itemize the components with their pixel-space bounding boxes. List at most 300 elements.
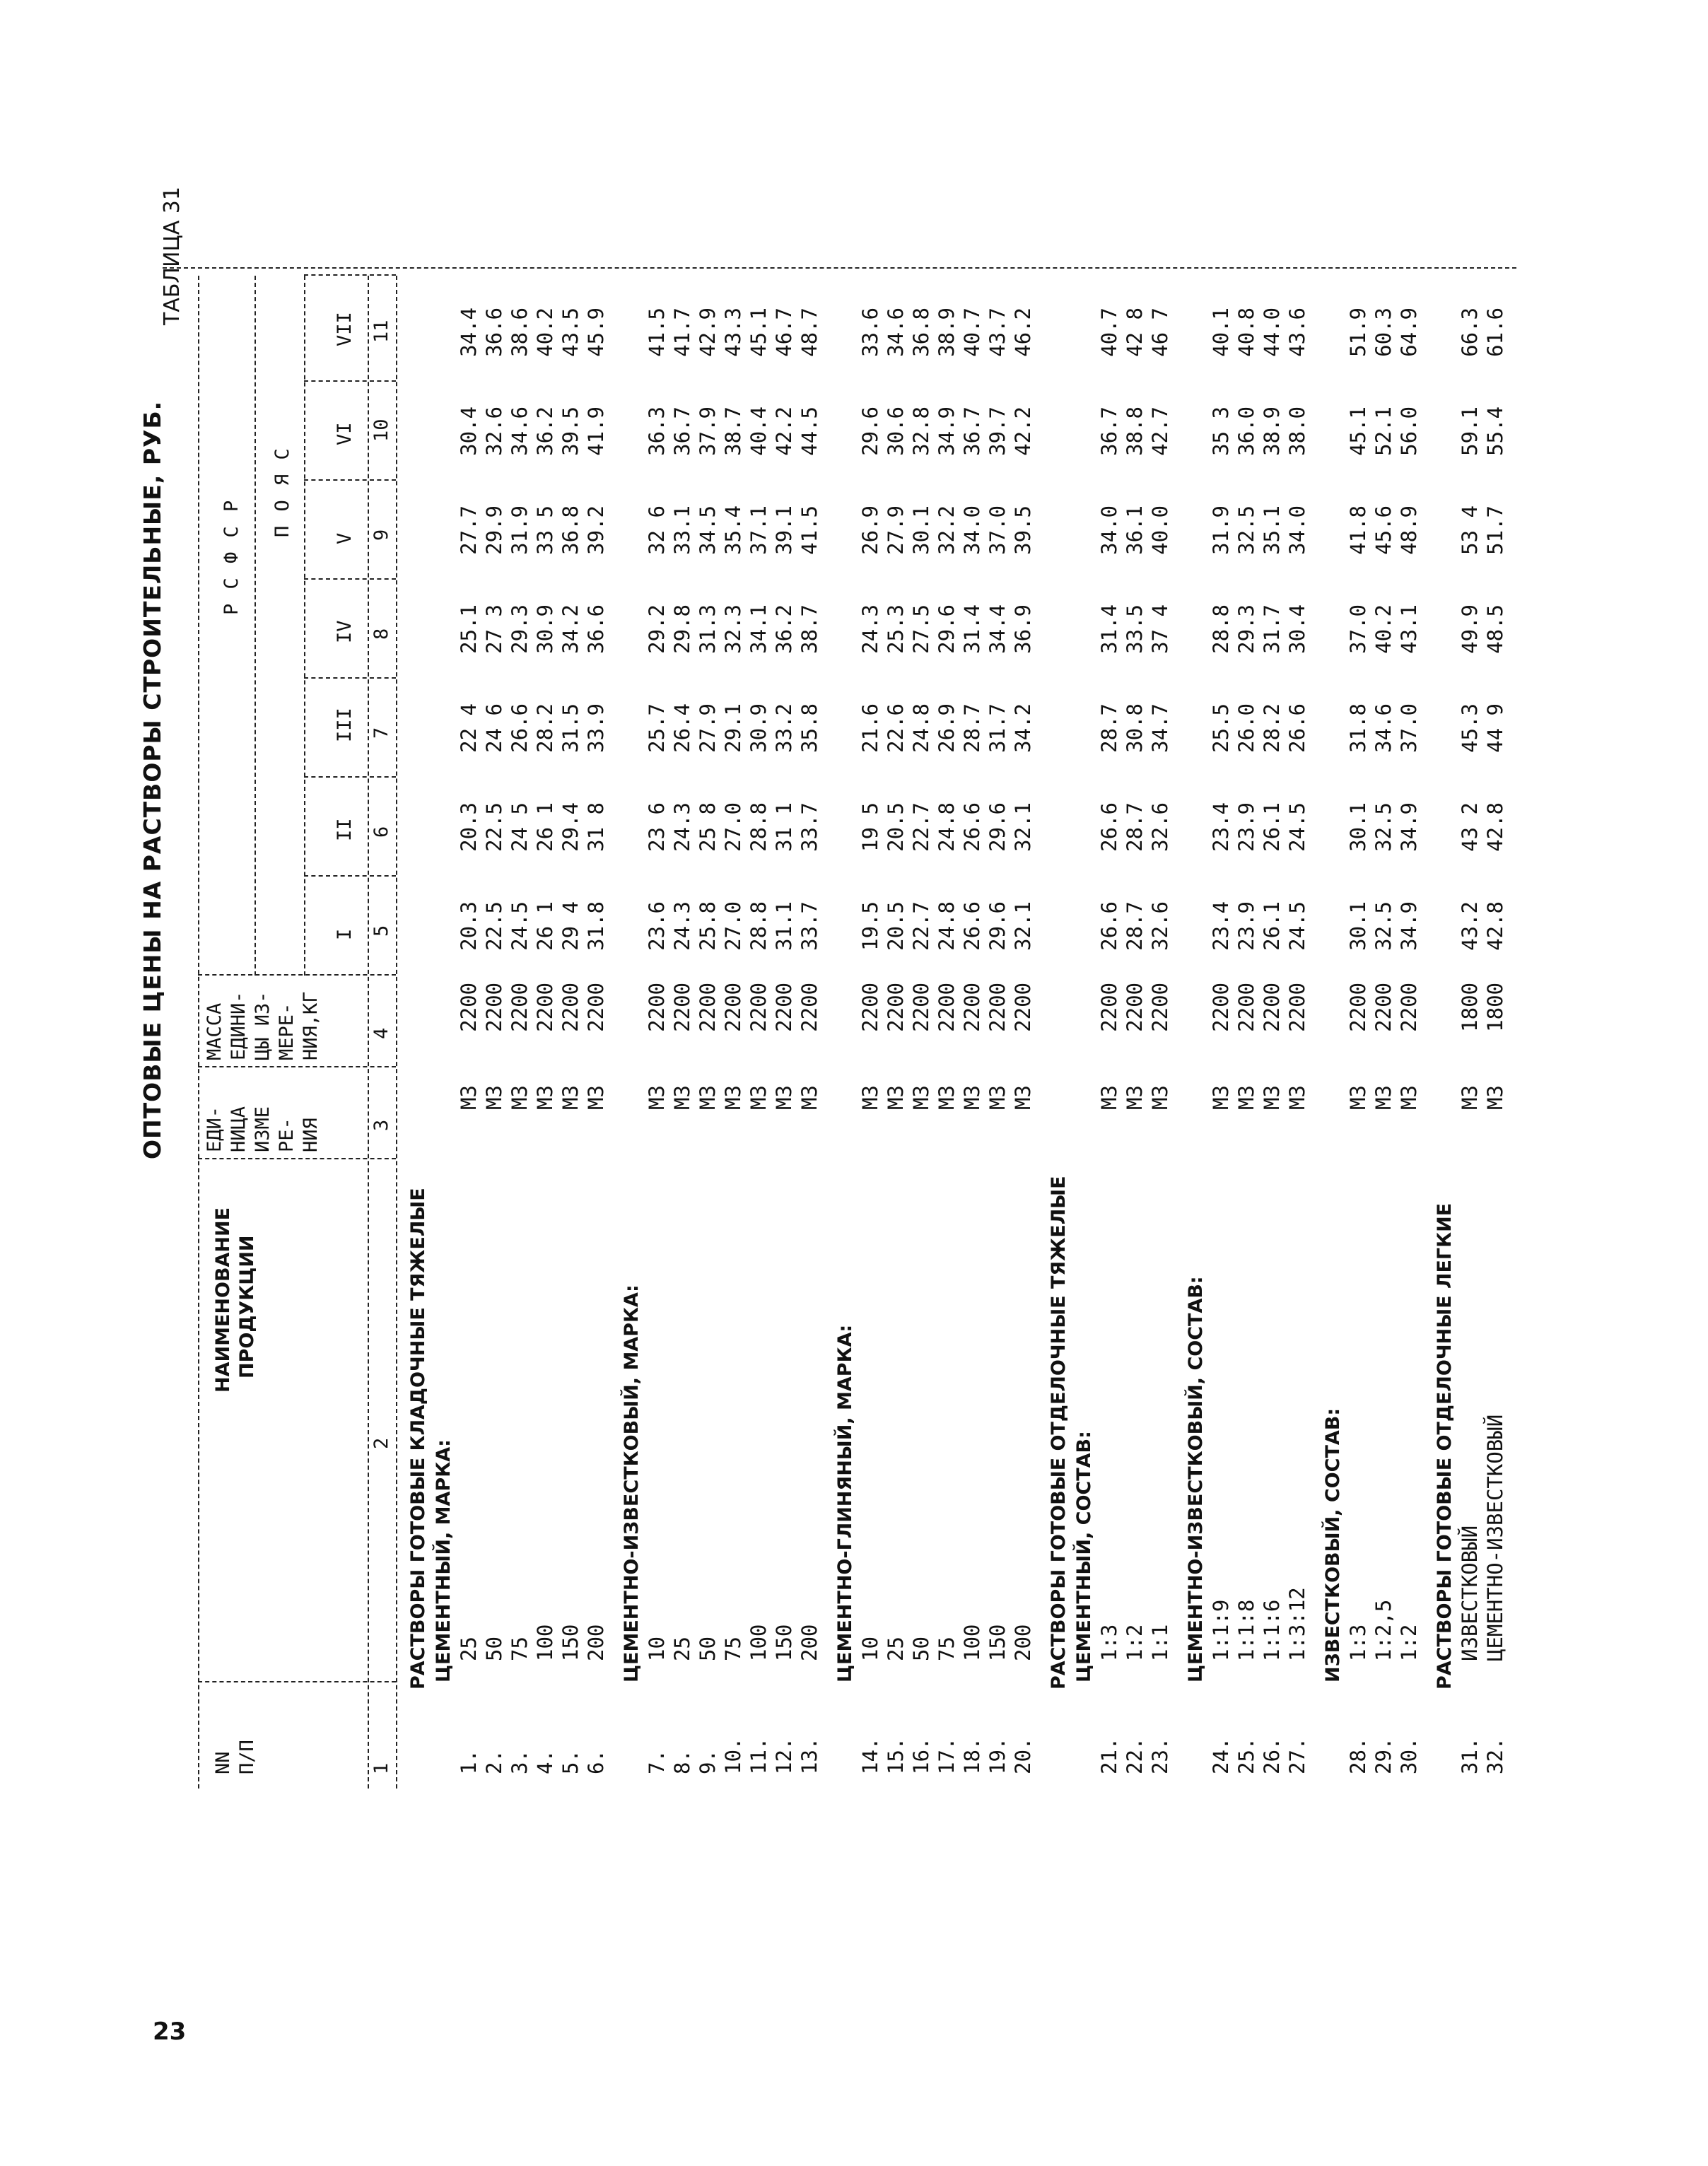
group-title: ЦЕМЕНТНЫЙ, МАРКА: [433,1439,455,1682]
header-zone: V [334,532,356,544]
price-zone-5: 37.1 [747,505,771,555]
price-zone-3: 25.5 [1209,703,1233,753]
page-number: 23 [153,2018,187,2046]
product-name: 1:1:9 [1209,1599,1233,1661]
price-zone-7: 40.2 [533,308,557,357]
product-name: 50 [696,1637,720,1661]
col-rule-right [304,274,396,276]
price-zone-1: 24.5 [1285,901,1309,951]
row-number: 20. [1011,1737,1035,1774]
price-zone-2: 20.5 [884,802,908,852]
row-number: 17. [935,1737,959,1774]
price-zone-3: 37.0 [1397,703,1421,753]
header-mass: ЕДИНИ- [228,991,250,1060]
unit-of-measure: М3 [858,1085,882,1110]
price-zone-2: 20.3 [457,802,481,852]
colnum-bottom-rule [396,276,397,1789]
mass-value: 2200 [696,983,720,1032]
price-zone-3: 34.7 [1148,703,1172,753]
price-zone-7: 43.3 [721,308,745,357]
row-number: 5. [558,1750,583,1774]
price-zone-7: 42 8 [1123,308,1147,357]
mass-value: 2200 [1123,983,1147,1032]
price-zone-1: 29.6 [985,901,1010,951]
price-zone-3: 45.3 [1458,703,1482,753]
price-zone-1: 28.7 [1123,901,1147,951]
mass-value: 2200 [960,983,984,1032]
price-zone-6: 34.9 [935,406,959,456]
product-name: 50 [909,1637,933,1661]
mass-value: 2200 [1148,983,1172,1032]
mass-value: 2200 [508,983,532,1032]
product-name: 10 [645,1637,669,1661]
price-zone-7: 38.9 [935,308,959,357]
price-zone-6: 36.7 [960,406,984,456]
price-zone-3: 34.6 [1371,703,1396,753]
price-zone-2: 29.4 [558,802,583,852]
price-zone-7: 40.7 [1097,308,1121,357]
mass-value: 2200 [1371,983,1396,1032]
header-name: НАИМЕНОВАНИЕ [212,1207,234,1393]
mass-value: 2200 [584,983,608,1032]
price-zone-6: 55.4 [1483,406,1507,456]
section-title: РАСТВОРЫ ГОТОВЫЕ ОТДЕЛОЧНЫЕ ТЯЖЕЛЫЕ [1048,1176,1070,1690]
product-name: 200 [584,1624,608,1661]
unit-of-measure: М3 [1458,1085,1482,1110]
price-zone-1: 25.8 [696,901,720,951]
price-zone-1: 20.5 [884,901,908,951]
section-title: РАСТВОРЫ ГОТОВЫЕ ОТДЕЛОЧНЫЕ ЛЕГКИЕ [1434,1202,1456,1690]
price-zone-5: 32.5 [1234,505,1258,555]
price-zone-2: 29.6 [985,802,1010,852]
price-zone-5: 40.0 [1148,505,1172,555]
header-zone: III [334,708,356,742]
price-zone-7: 41.7 [670,308,694,357]
price-zone-4: 31.3 [696,604,720,654]
price-zone-7: 46.7 [772,308,796,357]
header-rsfsr: Р С Ф С Р [221,498,242,615]
row-number: 7. [645,1750,669,1774]
price-zone-2: 32.1 [1011,802,1035,852]
row-number: 24. [1209,1737,1233,1774]
row-number: 27. [1285,1737,1309,1774]
price-zone-3: 24.8 [909,703,933,753]
price-zone-4: 29.2 [645,604,669,654]
price-zone-3: 30.9 [747,703,771,753]
price-zone-1: 34.9 [1397,901,1421,951]
price-zone-1: 33.7 [797,901,821,951]
row-number: 21. [1097,1737,1121,1774]
column-number: 1 [370,1762,392,1774]
price-zone-4: 29.3 [1234,604,1258,654]
price-zone-2: 26.6 [960,802,984,852]
price-zone-1: 43.2 [1458,901,1482,951]
product-name: 1:3:12 [1285,1587,1309,1661]
unit-of-measure: М3 [482,1085,506,1110]
document-title: ОПТОВЫЕ ЦЕНЫ НА РАСТВОРЫ СТРОИТЕЛЬНЫЕ, РУБ. [139,400,166,1159]
price-zone-7: 40.8 [1234,308,1258,357]
price-zone-4: 31.7 [1260,604,1284,654]
price-zone-2: 26.6 [1097,802,1121,852]
unit-of-measure: М3 [1097,1085,1121,1110]
price-zone-3: 31.7 [985,703,1010,753]
price-zone-6: 45.1 [1346,406,1370,456]
price-zone-1: 23.6 [645,901,669,951]
row-number: 4. [533,1750,557,1774]
row-number: 18. [960,1737,984,1774]
price-zone-1: 32.6 [1148,901,1172,951]
product-name: 100 [960,1624,984,1661]
row-number: 25. [1234,1737,1258,1774]
price-zone-7: 41.5 [645,308,669,357]
price-zone-3: 26.9 [935,703,959,753]
price-zone-3: 28.7 [1097,703,1121,753]
price-zone-3: 22 4 [457,703,481,753]
price-zone-6: 37.9 [696,406,720,456]
price-zone-6: 40.4 [747,406,771,456]
header-mass: ЦЫ ИЗ- [252,991,274,1060]
group-title: ЦЕМЕНТНЫЙ, СОСТАВ: [1073,1431,1095,1682]
price-zone-2: 32.6 [1148,802,1172,852]
header-nn: NN [212,1751,234,1774]
unit-of-measure: М3 [1011,1085,1035,1110]
price-zone-5: 30.1 [909,505,933,555]
price-zone-2: 33.7 [797,802,821,852]
price-zone-3: 35.8 [797,703,821,753]
price-zone-6: 38.9 [1260,406,1284,456]
price-zone-4: 38.7 [797,604,821,654]
price-zone-5: 34.0 [1097,505,1121,555]
price-zone-2: 27.0 [721,802,745,852]
group-title: ЦЕМЕНТНО-ИЗВЕСТКОВЫЙ, МАРКА: [621,1284,643,1682]
price-zone-5: 29.9 [482,505,506,555]
price-zone-5: 34.0 [960,505,984,555]
price-zone-3: 24 6 [482,703,506,753]
price-zone-2: 19 5 [858,802,882,852]
mass-value: 2200 [1285,983,1309,1032]
product-name: 1:1:6 [1260,1599,1284,1661]
price-zone-6: 42.2 [772,406,796,456]
price-zone-5: 34.5 [696,505,720,555]
unit-of-measure: М3 [696,1085,720,1110]
price-zone-1: 30.1 [1346,901,1370,951]
header-mass: НИЯ,КГ [300,991,322,1060]
col-rule-zone [304,578,396,580]
unit-of-measure: М3 [1397,1085,1421,1110]
mass-value: 2200 [558,983,583,1032]
unit-of-measure: М3 [457,1085,481,1110]
price-zone-6: 39.7 [985,406,1010,456]
price-zone-7: 66.3 [1458,308,1482,357]
price-zone-3: 28.7 [960,703,984,753]
body-right-rule [163,267,1516,269]
header-unit: РЕ- [276,1118,298,1152]
mass-value: 2200 [533,983,557,1032]
price-zone-2: 22.5 [482,802,506,852]
mass-value: 1800 [1483,983,1507,1032]
mass-value: 2200 [747,983,771,1032]
group-title: ЦЕМЕНТНО-ГЛИНЯНЫЙ, МАРКА: [834,1324,856,1682]
unit-of-measure: М3 [558,1085,583,1110]
column-number: 3 [370,1119,392,1131]
product-name: 75 [935,1637,959,1661]
product-name: 1:1 [1148,1624,1172,1661]
price-zone-6: 36.2 [533,406,557,456]
price-zone-7: 34.4 [457,308,481,357]
price-zone-7: 46.2 [1011,308,1035,357]
price-zone-7: 42.9 [696,308,720,357]
group-title: ЦЕМЕНТНО-ИЗВЕСТКОВЫЙ, СОСТАВ: [1185,1276,1207,1682]
column-number: 11 [370,320,392,343]
price-zone-5: 31.9 [1209,505,1233,555]
price-zone-1: 28.8 [747,901,771,951]
price-zone-4: 40.2 [1371,604,1396,654]
price-zone-5: 51.7 [1483,505,1507,555]
col-rule-name [198,1681,396,1682]
price-zone-7: 46 7 [1148,308,1172,357]
price-zone-3: 26.4 [670,703,694,753]
column-number: 10 [370,418,392,442]
price-zone-2: 26 1 [533,802,557,852]
unit-of-measure: М3 [772,1085,796,1110]
price-zone-5: 41.8 [1346,505,1370,555]
price-zone-5: 26.9 [858,505,882,555]
price-zone-3: 26.6 [508,703,532,753]
price-zone-5: 32 6 [645,505,669,555]
price-zone-3: 26.0 [1234,703,1258,753]
price-zone-4: 48.5 [1483,604,1507,654]
price-zone-5: 35.4 [721,505,745,555]
mass-value: 1800 [1458,983,1482,1032]
product-name: 25 [884,1637,908,1661]
unit-of-measure: М3 [508,1085,532,1110]
mass-value: 2200 [935,983,959,1032]
row-number: 9. [696,1750,720,1774]
product-name: 50 [482,1637,506,1661]
price-zone-4: 36.6 [584,604,608,654]
price-zone-5: 53 4 [1458,505,1482,555]
price-zone-6: 39.5 [558,406,583,456]
price-zone-2: 34.9 [1397,802,1421,852]
price-zone-1: 23.9 [1234,901,1258,951]
price-zone-7: 36.8 [909,308,933,357]
header-unit: НИЦА [228,1106,250,1152]
price-zone-4: 37.0 [1346,604,1370,654]
header-mass: МЕРЕ- [276,1002,298,1060]
price-zone-6: 56.0 [1397,406,1421,456]
price-zone-5: 39.2 [584,505,608,555]
price-zone-3: 27.9 [696,703,720,753]
product-name: 200 [797,1624,821,1661]
unit-of-measure: М3 [985,1085,1010,1110]
col-rule-zone [304,875,396,877]
price-zone-7: 43.6 [1285,308,1309,357]
price-zone-5: 27.9 [884,505,908,555]
group-title: ИЗВЕСТКОВЫЙ, СОСТАВ: [1322,1407,1344,1682]
product-name: 1:2 [1123,1624,1147,1661]
price-zone-7: 33.6 [858,308,882,357]
price-zone-3: 44 9 [1483,703,1507,753]
product-name: 1:3 [1346,1624,1370,1661]
price-zone-5: 41.5 [797,505,821,555]
price-zone-1: 24.8 [935,901,959,951]
mass-value: 2200 [1234,983,1258,1032]
mass-value: 2200 [884,983,908,1032]
mass-value: 2200 [645,983,669,1032]
price-zone-2: 26.1 [1260,802,1284,852]
price-zone-4: 36.2 [772,604,796,654]
unit-of-measure: М3 [1234,1085,1258,1110]
price-zone-6: 32.6 [482,406,506,456]
price-zone-2: 43 2 [1458,802,1482,852]
column-number: 5 [370,925,392,937]
unit-of-measure: М3 [670,1085,694,1110]
column-number: 7 [370,727,392,739]
price-zone-7: 43.7 [985,308,1010,357]
mass-value: 2200 [909,983,933,1032]
row-number: 2. [482,1750,506,1774]
price-zone-7: 34.6 [884,308,908,357]
price-zone-1: 19.5 [858,901,882,951]
price-zone-6: 36.7 [1097,406,1121,456]
price-zone-6: 30.6 [884,406,908,456]
col-rule-zone [304,479,396,481]
header-nn: П/П [236,1740,258,1774]
price-zone-4: 33.5 [1123,604,1147,654]
price-zone-1: 42.8 [1483,901,1507,951]
price-zone-7: 40.7 [960,308,984,357]
price-zone-2: 42.8 [1483,802,1507,852]
price-zone-1: 22.5 [482,901,506,951]
unit-of-measure: М3 [645,1085,669,1110]
product-name: 1:3 [1097,1624,1121,1661]
row-number: 3. [508,1750,532,1774]
price-zone-4: 32.3 [721,604,745,654]
unit-of-measure: М3 [584,1085,608,1110]
mass-value: 2200 [670,983,694,1032]
row-number: 28. [1346,1737,1370,1774]
price-zone-4: 27 3 [482,604,506,654]
price-zone-4: 34.4 [985,604,1010,654]
price-zone-4: 30.9 [533,604,557,654]
header-unit: НИЯ [300,1118,322,1152]
price-zone-4: 29.6 [935,604,959,654]
price-zone-1: 26 1 [533,901,557,951]
price-zone-2: 31 8 [584,802,608,852]
price-zone-6: 41.9 [584,406,608,456]
price-zone-3: 31.5 [558,703,583,753]
unit-of-measure: М3 [1346,1085,1370,1110]
price-zone-5: 45.6 [1371,505,1396,555]
price-zone-2: 32.5 [1371,802,1396,852]
product-name: ЦЕМЕНТНО-ИЗВЕСТКОВЫЙ [1483,1414,1507,1661]
price-zone-3: 33.9 [584,703,608,753]
mass-value: 2200 [1097,983,1121,1032]
price-zone-5: 37.0 [985,505,1010,555]
price-zone-3: 21.6 [858,703,882,753]
price-zone-2: 28.8 [747,802,771,852]
row-number: 14. [858,1737,882,1774]
price-zone-6: 29.6 [858,406,882,456]
price-zone-2: 30.1 [1346,802,1370,852]
price-zone-6: 38.0 [1285,406,1309,456]
price-zone-2: 28.7 [1123,802,1147,852]
price-zone-2: 22.7 [909,802,933,852]
price-zone-1: 23.4 [1209,901,1233,951]
product-name: 150 [985,1624,1010,1661]
row-number: 26. [1260,1737,1284,1774]
price-zone-6: 30.4 [457,406,481,456]
row-number: 6. [584,1750,608,1774]
mass-value: 2200 [1011,983,1035,1032]
col-rule-unit [198,1158,396,1159]
price-zone-5: 27.7 [457,505,481,555]
price-zone-5: 39.1 [772,505,796,555]
header-zone: II [334,818,356,841]
header-top-rule [198,276,199,1789]
price-zone-1: 31.8 [584,901,608,951]
price-zone-5: 33 5 [533,505,557,555]
row-number: 13. [797,1737,821,1774]
unit-of-measure: М3 [909,1085,933,1110]
product-name: 1:1:8 [1234,1599,1258,1661]
price-zone-4: 34.1 [747,604,771,654]
product-name: 1:2 [1397,1624,1421,1661]
unit-of-measure: М3 [1123,1085,1147,1110]
section-title: РАСТВОРЫ ГОТОВЫЕ КЛАДОЧНЫЕ ТЯЖЕЛЫЕ [407,1188,429,1690]
price-zone-2: 24 5 [508,802,532,852]
price-zone-5: 35.1 [1260,505,1284,555]
header-name: ПРОДУКЦИИ [236,1235,258,1378]
price-zone-3: 30.8 [1123,703,1147,753]
price-zone-3: 34.2 [1011,703,1035,753]
price-zone-5: 36.8 [558,505,583,555]
product-name: 200 [1011,1624,1035,1661]
unit-of-measure: М3 [960,1085,984,1110]
unit-of-measure: М3 [1148,1085,1172,1110]
col-rule-zone [304,776,396,778]
product-name: 75 [721,1637,745,1661]
row-number: 15. [884,1737,908,1774]
row-number: 10. [721,1737,745,1774]
price-zone-6: 52.1 [1371,406,1396,456]
price-zone-4: 31.4 [1097,604,1121,654]
mass-value: 2200 [1346,983,1370,1032]
column-number: 9 [370,529,392,541]
price-zone-2: 23.4 [1209,802,1233,852]
product-name: 100 [747,1624,771,1661]
mass-value: 2200 [1397,983,1421,1032]
price-zone-3: 33.2 [772,703,796,753]
header-zone: IV [334,620,356,643]
row-number: 16. [909,1737,933,1774]
price-zone-7: 45.1 [747,308,771,357]
price-zone-3: 22.6 [884,703,908,753]
price-zone-1: 22.7 [909,901,933,951]
price-zone-7: 36.6 [482,308,506,357]
unit-of-measure: М3 [1371,1085,1396,1110]
mass-value: 2200 [721,983,745,1032]
row-number: 31. [1458,1737,1482,1774]
price-zone-4: 29.8 [670,604,694,654]
price-zone-1: 27.0 [721,901,745,951]
price-zone-3: 26.6 [1285,703,1309,753]
price-zone-1: 26.6 [1097,901,1121,951]
price-zone-1: 20.3 [457,901,481,951]
unit-of-measure: М3 [1285,1085,1309,1110]
product-name: 150 [772,1624,796,1661]
price-zone-2: 25 8 [696,802,720,852]
